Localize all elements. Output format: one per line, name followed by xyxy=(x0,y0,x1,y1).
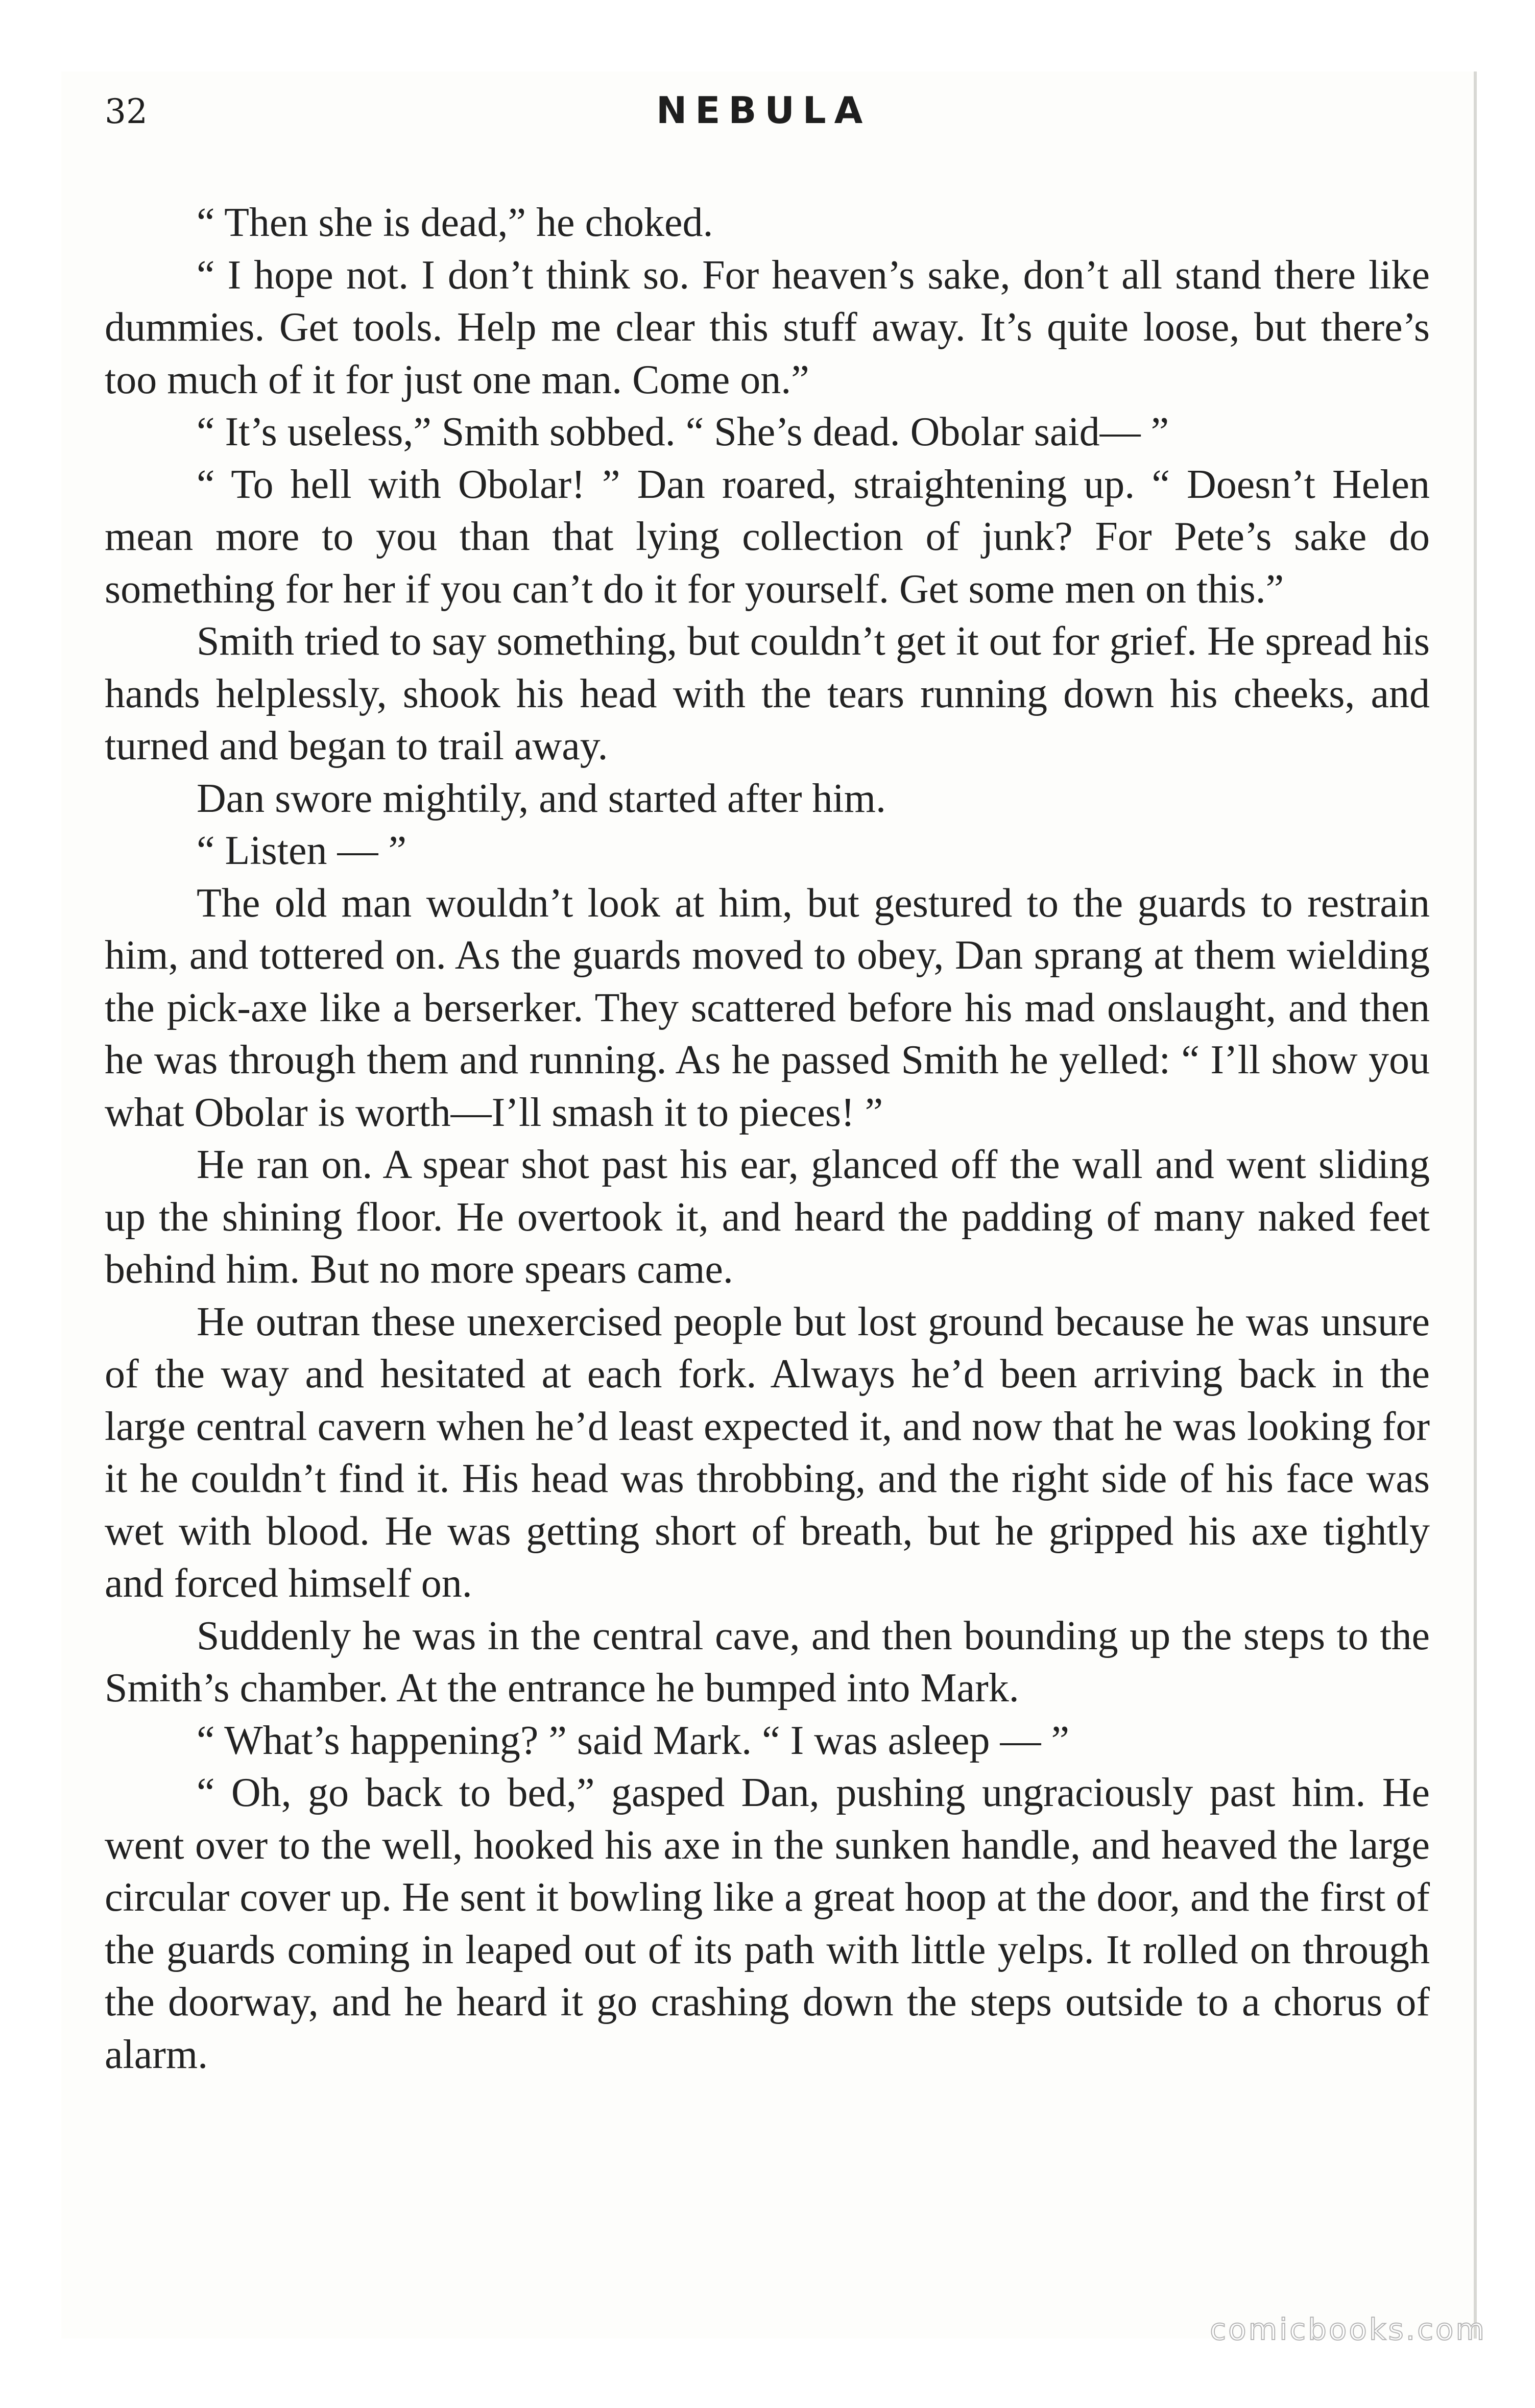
paragraph: He ran on. A spear shot past his ear, glanced off the wall and went sliding up the shining floor. He overtook it, and heard the padding of many naked feet behind him. But no more spears came. xyxy=(105,1142,1430,1292)
book-page xyxy=(61,71,1477,2339)
paragraph: “ What’s happening? ” said Mark. “ I was asleep — ” xyxy=(197,1718,1070,1763)
paragraph: Suddenly he was in the central cave, and then bounding up the steps to the Smith’s chamber. At the entrance he bumped into Mark. xyxy=(105,1613,1430,1711)
paragraph: Smith tried to say something, but couldn’t get it out for grief. He spread his hands helplessly, shook his head with the tears running down his cheeks, and turned and began to trail away. xyxy=(105,619,1430,768)
paragraph: “ Listen — ” xyxy=(197,828,406,873)
paragraph: “ To hell with Obolar! ” Dan roared, straightening up. “ Doesn’t Helen mean more to you than that lying collection of junk? For Pete’s sake do something for her if you can’t do it for yourself. Get some men on this.” xyxy=(105,462,1430,612)
paragraph: “ Oh, go back to bed,” gasped Dan, pushing ungraciously past him. He went over to the well, hooked his axe in the sunken handle, and heaved the large circular cover up. He sent it bowling like a great hoop at the door, and the first of the guards coming in leaped out of its path with little yelps. It rolled on through the doorway, and he heard it go crashing down the steps outside to a chorus of alarm. xyxy=(105,1770,1430,2077)
page-header xyxy=(105,89,1453,143)
paragraph: The old man wouldn’t look at him, but gestured to the guards to restrain him, and tottered on. As the guards moved to obey, Dan sprang at them wielding the pick-axe like a berserker. They scattered before his mad onslaught, and then he was through them and running. As he passed Smith he yelled: “ I’ll show you what Obolar is worth—I’ll smash it to pieces! ” xyxy=(105,880,1430,1135)
paragraph: “ I hope not. I don’t think so. For heaven’s sake, don’t all stand there like dummies. Get tools. Help me clear this stuff away. It’s quite loose, but there’s too much of it for just one man. Come on.” xyxy=(105,252,1430,402)
running-head: NEBULA xyxy=(656,89,871,132)
paragraph: He outran these unexercised people but lost ground because he was unsure of the way and hesitated at each fork. Always he’d been arriving back in the large central cavern when he’d least expected it, and now that he was looking for it he couldn’t find it. His head was throbbing, and the right side of his face was wet with blood. He was getting short of breath, but he gripped his axe tightly and forced himself on. xyxy=(105,1299,1430,1606)
paragraph: Dan swore mightily, and started after him. xyxy=(197,776,886,821)
paragraph: “ Then she is dead,” he choked. xyxy=(197,200,713,245)
paragraph: “ It’s useless,” Smith sobbed. “ She’s dead. Obolar said— ” xyxy=(197,410,1169,454)
page-number: 32 xyxy=(105,92,148,131)
body-text xyxy=(105,197,1430,2081)
watermark: comicbooks.com xyxy=(1210,2312,1486,2347)
